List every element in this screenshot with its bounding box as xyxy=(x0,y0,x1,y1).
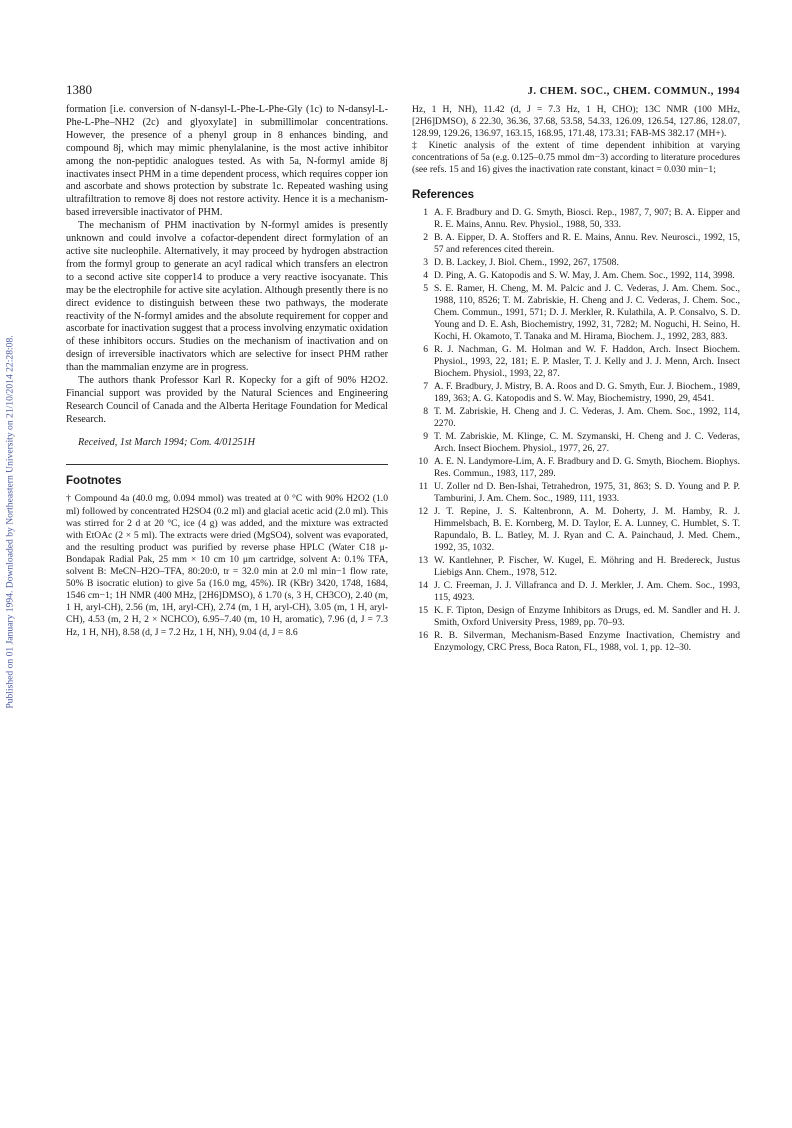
reference-number: 16 xyxy=(418,630,428,642)
reference-number: 14 xyxy=(418,580,428,592)
reference-text: J. C. Freeman, J. J. Villafranca and D. J. Merkler, J. Am. Chem. Soc., 1993, 115, 4923. xyxy=(434,580,740,604)
reference-text: T. M. Zabriskie, H. Cheng and J. C. Vederas, J. Am. Chem. Soc., 1992, 114, 2270. xyxy=(434,406,740,430)
reference-text: T. M. Zabriskie, M. Klinge, C. M. Szymanski, H. Cheng and J. C. Vederas, Arch. Insect Biochem. Physiol., 1977, 26, 27. xyxy=(434,431,740,455)
footnote-double-dagger: ‡ Kinetic analysis of the extent of time dependent inhibition at varying concentrations of 5a (e.g. 0.125–0.75 mmol dm−3) according to literature procedures (see refs. 15 and 16) gives the inactivation rate constant, kinact = 0.030 min−1; xyxy=(412,140,740,176)
reference-text: R. J. Nachman, G. M. Holman and W. F. Haddon, Arch. Insect Biochem. Physiol., 1993, 22, 181; E. P. Masler, T. J. Kelly and J. J. Menn, Arch. Insect Biochem. Physiol., 1993, 22, 87. xyxy=(434,344,740,380)
reference-item xyxy=(412,232,740,256)
reference-number: 10 xyxy=(418,456,428,468)
reference-text: W. Kantlehner, P. Fischer, W. Kugel, E. Möhring and H. Bredereck, Justus Liebigs Ann. Chem., 1978, 512. xyxy=(434,555,740,579)
reference-item xyxy=(412,481,740,505)
reference-text: A. F. Bradbury and D. G. Smyth, Biosci. Rep., 1987, 7, 907; B. A. Eipper and R. E. Mains, Annu. Rev. Physiol., 1988, 50, 333. xyxy=(434,207,740,231)
footnotes-heading: Footnotes xyxy=(66,474,122,487)
reference-number: 11 xyxy=(418,481,428,493)
reference-text: K. F. Tipton, Design of Enzyme Inhibitors as Drugs, ed. M. Sandler and H. J. Smith, Oxford University Press, 1989, pp. 70–93. xyxy=(434,605,740,629)
footnote-dagger-continued: Hz, 1 H, NH), 11.42 (d, J = 7.3 Hz, 1 H, CHO); 13C NMR (100 MHz, [2H6]DMSO), δ 22.30, 36.36, 37.68, 53.58, 54.33, 126.09, 126.54, 127.86, 128.07, 128.99, 129.26, 136.97, 163.15, 168.95, 171.48, 173.31; FAB-MS 382.17 (MH+). xyxy=(412,104,740,140)
reference-text: J. T. Repine, J. S. Kaltenbronn, A. M. Doherty, J. M. Hamby, R. J. Himmelsbach, B. E. Kornberg, M. D. Taylor, E. A. Lunney, C. Humblet, S. T. Rapundalo, B. L. Batley, M. J. Ryan and C. A. Painchaud, J. Med. Chem., 1992, 35, 1032. xyxy=(434,506,740,554)
page-number: 1380 xyxy=(66,82,92,97)
reference-number: 15 xyxy=(418,605,428,617)
reference-number: 4 xyxy=(423,270,428,282)
journal-header: J. CHEM. SOC., CHEM. COMMUN., 1994 xyxy=(527,86,740,97)
reference-number: 6 xyxy=(423,344,428,356)
reference-list xyxy=(412,207,740,654)
reference-item xyxy=(412,456,740,480)
reference-text: B. A. Eipper, D. A. Stoffers and R. E. Mains, Annu. Rev. Neurosci., 1992, 15, 57 and references cited therein. xyxy=(434,232,740,256)
reference-number: 12 xyxy=(418,506,428,518)
reference-number: 13 xyxy=(418,555,428,567)
reference-item xyxy=(412,431,740,455)
reference-item xyxy=(412,580,740,604)
reference-item xyxy=(412,257,740,269)
right-column xyxy=(412,104,740,655)
reference-item xyxy=(412,406,740,430)
reference-number: 2 xyxy=(423,232,428,244)
reference-number: 7 xyxy=(423,381,428,393)
reference-item xyxy=(412,207,740,231)
download-notice: Published on 01 January 1994. Downloaded by Northeastern University on 21/10/2014 22:28:08. xyxy=(4,335,16,709)
reference-number: 1 xyxy=(423,207,428,219)
reference-text: A. E. N. Landymore-Lim, A. F. Bradbury and D. G. Smyth, Biochem. Biophys. Res. Commun., 1983, 117, 289. xyxy=(434,456,740,480)
reference-number: 8 xyxy=(423,406,428,418)
reference-item xyxy=(412,506,740,554)
reference-number: 9 xyxy=(423,431,428,443)
reference-item xyxy=(412,283,740,343)
reference-item xyxy=(412,555,740,579)
download-watermark xyxy=(2,282,18,762)
reference-text: A. F. Bradbury, J. Mistry, B. A. Roos and D. G. Smyth, Eur. J. Biochem., 1989, 189, 363; A. G. Katopodis and S. W. May, Biochemistry, 1990, 29, 4541. xyxy=(434,381,740,405)
reference-item xyxy=(412,381,740,405)
divider xyxy=(66,464,388,465)
left-column xyxy=(66,104,388,639)
body-paragraph: formation [i.e. conversion of N-dansyl-L-Phe-L-Phe-Gly (1c) to N-dansyl-L-Phe-L-Phe–NH2 (2c) and glyoxylate] in submillimolar concentrations. However, the presence of a phenyl group in 8 enhances binding, and compound 8j, which may mimic phenylalanine, is the most active inhibitor among the non-peptidic analogues tested. As with 5a, N-formyl amide 8j inactivates insect PHM in a time dependent process, which requires copper ion and ascorbate and shows protection by substrate 1c. Repeated washing using ultrafiltration to remove 8j does not restore activity. Hence it is a mechanism-based irreversible inactivator of PHM. xyxy=(66,104,388,219)
reference-number: 5 xyxy=(423,283,428,295)
reference-number: 3 xyxy=(423,257,428,269)
received-line: Received, 1st March 1994; Com. 4/01251H xyxy=(78,436,256,448)
reference-item xyxy=(412,344,740,380)
reference-item xyxy=(412,605,740,629)
reference-text: S. E. Ramer, H. Cheng, M. M. Palcic and J. C. Vederas, J. Am. Chem. Soc., 1988, 110, 8526; T. M. Zabriskie, H. Cheng and J. C. Vederas, J. Chem. Soc., Chem. Commun., 1991, 571; D. J. Merkler, R. Kulathila, A. P. Consalvo, S. D. Young and D. E. Ash, Biochemistry, 1992, 31, 7282; M. Noguchi, H. Seino, H. Kochi, H. Okamoto, T. Tanaka and M. Hirama, Biochem. J., 1992, 283, 883. xyxy=(434,283,740,343)
reference-text: R. B. Silverman, Mechanism-Based Enzyme Inactivation, Chemistry and Enzymology, CRC Press, Boca Raton, FL, 1988, vol. 1, pp. 12–30. xyxy=(434,630,740,654)
reference-item xyxy=(412,630,740,654)
reference-text: U. Zoller nd D. Ben-Ishai, Tetrahedron, 1975, 31, 863; S. D. Young and P. P. Tamburini, J. Am. Chem. Soc., 1989, 111, 1933. xyxy=(434,481,740,505)
footnote-dagger: † Compound 4a (40.0 mg, 0.094 mmol) was treated at 0 °C with 90% H2O2 (1.0 ml) followed by concentrated H2SO4 (0.2 ml) and glacial acetic acid (2.0 ml). This was stirred for 2 d at 20 °C, ice (4 g) was added, and the mixture was extracted with EtOAc (2 × 5 ml). The extracts were dried (MgSO4), solvent was evaporated, and the resulting product was purified by reverse phase HPLC (Water C18 μ-Bondapak Radial Pak, 25 mm × 10 cm 10 μm cartridge, solvent A: 0.1% TFA, solvent B: MeCN–H2O–TFA, 80:20:0, tr = 32.0 min at 2.0 ml min−1 flow rate, 50% B isocratic elution) to give 5a (16.0 mg, 45%). IR (KBr) 3420, 1748, 1684, 1546 cm−1; 1H NMR (400 MHz, [2H6]DMSO), δ 1.70 (s, 3 H, CH3CO), 2.40 (m, 1 H, aryl-CH), 2.56 (m, 1H, aryl-CH), 2.74 (m, 1 H, aryl-CH), 3.05 (m, 1 H, aryl-CH), 4.53 (m, 2 H, 2 × NCHCO), 6.95–7.40 (m, 10 H, aromatic), 7.96 (d, J = 7.3 Hz, 1 H, NH), 8.58 (d, J = 7.2 Hz, 1 H, NH), 9.04 (d, J = 8.6 xyxy=(66,493,388,638)
reference-text: D. Ping, A. G. Katopodis and S. W. May, J. Am. Chem. Soc., 1992, 114, 3998. xyxy=(434,270,735,282)
body-paragraph: The mechanism of PHM inactivation by N-formyl amides is presently unknown and could involve a cofactor-dependent direct formylation of an active site nucleophile. Alternatively, it may proceed by hydrogen abstraction from the formyl group to generate an acyl radical which transfers an electron to a second active site copper14 to produce a very reactive isocyanate. This may be the electrophile for active site acylation. Although presently there is no direct evidence to distinguish between these two pathways, the moderate reactivity of the N-formyl amides and the absolute requirement for copper and ascorbate for inactivation suggest that a process involving enzymatic oxidation of these inhibitors occurs. Studies on the mechanism of inactivation and on design of irreversible inactivators which are selective for insect PHM rather than the mammalian enzyme are in progress. xyxy=(66,220,388,374)
reference-text: D. B. Lackey, J. Biol. Chem., 1992, 267, 17508. xyxy=(434,257,619,269)
acknowledgement-paragraph: The authors thank Professor Karl R. Kopecky for a gift of 90% H2O2. Financial support was provided by the Natural Sciences and Engineering Research Council of Canada and the Alberta Heritage Foundation for Medical Research. xyxy=(66,375,388,425)
reference-item xyxy=(412,270,740,282)
references-heading: References xyxy=(412,188,475,201)
